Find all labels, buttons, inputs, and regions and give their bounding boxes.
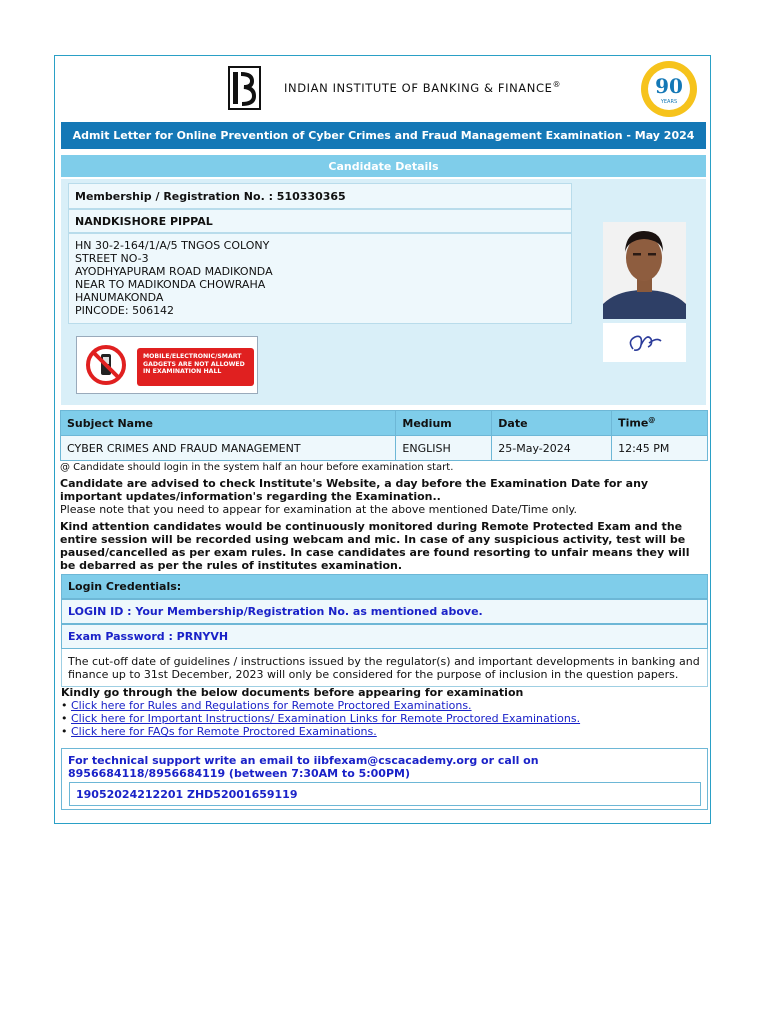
rules-regulations-link[interactable]: Click here for Rules and Regulations for Remote Proctored Examinations. bbox=[71, 699, 472, 712]
institute-logo bbox=[228, 66, 261, 110]
table-row bbox=[61, 436, 708, 461]
date-cell: 25-May-2024 bbox=[492, 436, 612, 461]
institute-name-text: INDIAN INSTITUTE OF BANKING & FINANCE bbox=[284, 80, 553, 95]
header-subject-name: Subject Name bbox=[61, 411, 396, 436]
faqs-link[interactable]: Click here for FAQs for Remote Proctored Examinations. bbox=[71, 725, 377, 738]
candidate-signature bbox=[603, 323, 686, 362]
warning-line: MOBILE/ELECTRONIC/SMART bbox=[143, 353, 242, 360]
login-id: LOGIN ID : Your Membership/Registration No. as mentioned above. bbox=[61, 599, 708, 624]
no-gadgets-label bbox=[137, 348, 254, 386]
bullet: • bbox=[61, 699, 68, 712]
candidate-address bbox=[68, 233, 572, 324]
exam-password: Exam Password : PRNYVH bbox=[61, 624, 708, 649]
warning-line: GADGETS ARE NOT ALLOWED bbox=[143, 360, 245, 368]
badge-word: YEARS bbox=[660, 99, 678, 105]
bullet: • bbox=[61, 725, 68, 738]
ninety-years-badge-icon bbox=[639, 59, 699, 119]
header-date: Date bbox=[492, 411, 612, 436]
candidate-photo bbox=[603, 222, 686, 319]
table-header-row bbox=[61, 411, 708, 436]
no-mobile-icon bbox=[85, 344, 127, 386]
monitoring-notice: Kind attention candidates would be continuously monitored during Remote Protected Exam and the entire session will be recorded using webcam and mic. In case of any suspicious activity, test will be paused/cancelled as per exam rules. In case candidates are found resorting to unfair means they will be debarred as per the rules of institutes examination. bbox=[60, 520, 690, 572]
address-line: NEAR TO MADIKONDA CHOWRAHA bbox=[75, 278, 266, 291]
candidate-details-panel bbox=[61, 179, 706, 405]
registered-mark: ® bbox=[552, 80, 562, 89]
date-time-note: Please note that you need to appear for examination at the above mentioned Date/Time only. bbox=[60, 503, 577, 516]
bullet: • bbox=[61, 712, 68, 725]
candidate-name: NANDKISHORE PIPPAL bbox=[68, 209, 572, 233]
medium-cell: ENGLISH bbox=[396, 436, 492, 461]
time-mark: @ bbox=[648, 416, 656, 425]
header bbox=[55, 56, 712, 122]
login-credentials-heading: Login Credentials: bbox=[61, 574, 708, 599]
institute-name bbox=[284, 80, 561, 95]
address-line: PINCODE: 506142 bbox=[75, 304, 175, 317]
documents-heading: Kindly go through the below documents before appearing for examination bbox=[61, 686, 524, 699]
warning-line: IN EXAMINATION HALL bbox=[143, 368, 222, 375]
header-medium: Medium bbox=[396, 411, 492, 436]
reference-number: 19052024212201 ZHD52001659119 bbox=[69, 782, 701, 806]
header-time-text: Time bbox=[618, 416, 649, 430]
login-credentials-section bbox=[61, 574, 708, 687]
admit-letter-title: Admit Letter for Online Prevention of Cyber Crimes and Fraud Management Examination - May 2024 bbox=[61, 122, 706, 149]
address-line: STREET NO-3 bbox=[75, 252, 149, 265]
address-line: HN 30-2-164/1/A/5 TNGOS COLONY bbox=[75, 239, 270, 252]
time-cell: 12:45 PM bbox=[612, 436, 708, 461]
website-advisory: Candidate are advised to check Institute's Website, a day before the Examination Date for any important updates/information's regarding the Examination.. bbox=[60, 477, 649, 503]
exam-schedule-table bbox=[60, 410, 708, 461]
no-gadgets-warning bbox=[76, 336, 258, 394]
candidate-details-heading: Candidate Details bbox=[61, 155, 706, 177]
badge-number: 90 bbox=[655, 74, 683, 98]
important-instructions-link[interactable]: Click here for Important Instructions/ Examination Links for Remote Proctored Examinations. bbox=[71, 712, 581, 725]
list-item bbox=[61, 699, 708, 712]
admit-letter-frame bbox=[54, 55, 711, 824]
address-line: HANUMAKONDA bbox=[75, 291, 164, 304]
header-time bbox=[612, 411, 708, 436]
exam-notes bbox=[60, 462, 708, 572]
subject-name-cell: CYBER CRIMES AND FRAUD MANAGEMENT bbox=[61, 436, 396, 461]
technical-support-text: For technical support write an email to iibfexam@cscacademy.org or call on 8956684118/8956684119 (between 7:30AM to 5:00PM) bbox=[68, 754, 539, 780]
documents-section bbox=[61, 686, 708, 738]
cutoff-date-note: The cut-off date of guidelines / instructions issued by the regulator(s) and important developments in banking and finance up to 31st December, 2023 will only be considered for the purpose of inclusion in the question papers. bbox=[61, 649, 708, 687]
technical-support-box bbox=[61, 748, 708, 810]
address-line: AYODHYAPURAM ROAD MADIKONDA bbox=[75, 265, 273, 278]
membership-number: Membership / Registration No. : 510330365 bbox=[68, 183, 572, 209]
list-item bbox=[61, 712, 708, 725]
login-time-note: @ Candidate should login in the system half an hour before examination start. bbox=[60, 462, 454, 473]
list-item bbox=[61, 725, 708, 738]
